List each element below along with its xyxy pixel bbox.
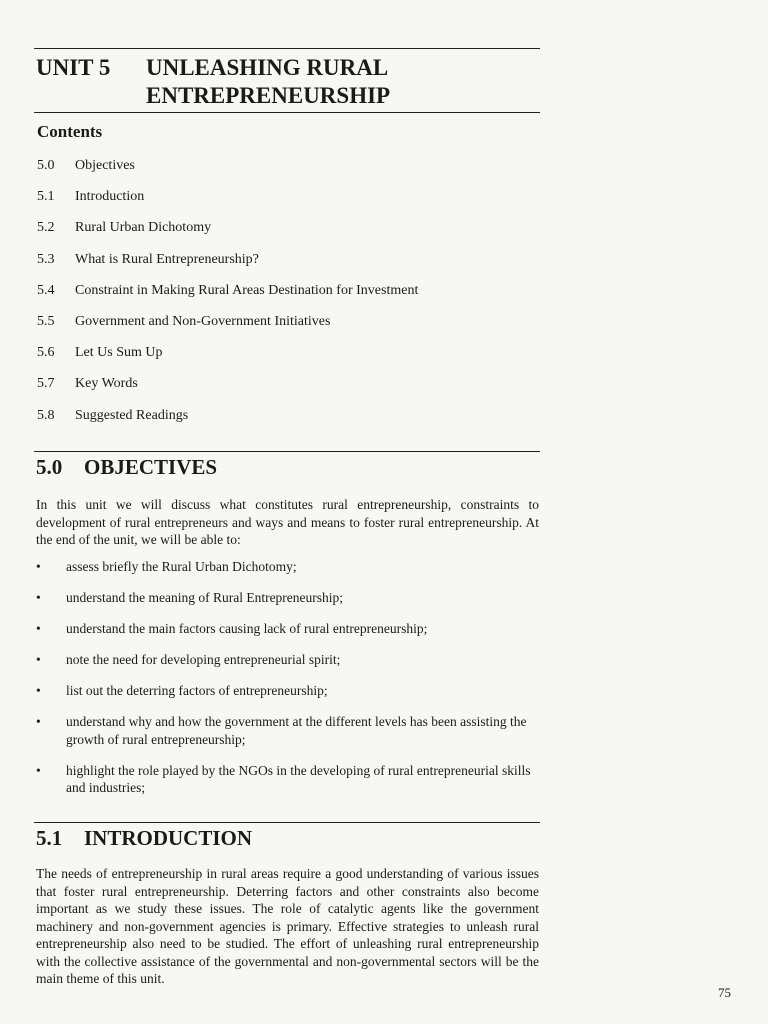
- contents-item: [37, 374, 418, 405]
- objective-item: [36, 762, 539, 797]
- unit-title: UNLEASHING RURAL ENTREPRENEURSHIP: [146, 55, 391, 108]
- objectives-heading: [36, 455, 217, 480]
- contents-item: [37, 218, 418, 249]
- bullet-dot: •: [36, 621, 41, 636]
- contents-item: [37, 406, 418, 437]
- contents-heading: Contents: [37, 122, 103, 141]
- contents-item-number: 5.2: [37, 220, 55, 236]
- objective-text: understand the main factors causing lack of rural entrepreneurship;: [66, 621, 428, 636]
- objective-text: understand why and how the government at the different levels has been assisting the growth of rural entrepreneurship;: [66, 714, 527, 747]
- contents-item-number: 5.6: [37, 345, 55, 361]
- objectives-list: [36, 558, 539, 810]
- contents-item: [37, 343, 418, 374]
- objective-item: [36, 682, 539, 700]
- contents-item-label: Constraint in Making Rural Areas Destination for Investment: [75, 282, 419, 298]
- bullet-dot: •: [36, 652, 41, 667]
- contents-item: [37, 312, 418, 343]
- contents-item-number: 5.0: [37, 158, 55, 173]
- objective-text: understand the meaning of Rural Entrepreneurship;: [66, 590, 344, 605]
- top-rule: [34, 48, 540, 49]
- objective-text: note the need for developing entrepreneurial spirit;: [66, 652, 341, 667]
- title-rule: [34, 112, 540, 113]
- contents-item-number: 5.3: [37, 251, 55, 267]
- contents-item: [37, 281, 418, 312]
- objectives-title: OBJECTIVES: [84, 455, 218, 479]
- introduction-title: INTRODUCTION: [84, 826, 253, 850]
- bullet-dot: •: [36, 762, 41, 778]
- objective-item: [36, 558, 539, 576]
- page-number: 75: [718, 985, 731, 1000]
- objective-item: [36, 651, 539, 669]
- objectives-number: 5.0: [36, 455, 63, 479]
- bullet-dot: •: [36, 683, 41, 698]
- contents-item-number: 5.7: [37, 376, 55, 392]
- unit-number: UNIT 5: [36, 55, 111, 80]
- objective-text: highlight the role played by the NGOs in the developing of rural entrepreneurial skills and industries;: [66, 762, 531, 795]
- contents-item: [37, 250, 418, 281]
- contents-item: [37, 187, 418, 218]
- introduction-rule: [34, 822, 540, 823]
- contents-item-label: Let Us Sum Up: [75, 345, 163, 361]
- contents-item-number: 5.5: [37, 313, 55, 329]
- objective-item: [36, 620, 539, 638]
- objectives-intro: In this unit we will discuss what constitutes rural entrepreneurship, constraints to development of rural entrepreneurs and ways and means to foster rural entrepreneurship. At the end of the unit, we will be able to:: [36, 497, 539, 547]
- contents-item-number: 5.8: [37, 407, 55, 423]
- introduction-number: 5.1: [36, 826, 63, 850]
- contents-item-label: Rural Urban Dichotomy: [75, 220, 212, 236]
- contents-item: [37, 156, 418, 187]
- contents-item-label: Objectives: [75, 158, 135, 173]
- contents-item-label: What is Rural Entrepreneurship?: [75, 251, 259, 267]
- objective-item: [36, 713, 539, 748]
- contents-item-number: 5.1: [37, 189, 55, 205]
- objective-text: assess briefly the Rural Urban Dichotomy;: [66, 559, 297, 574]
- introduction-body: The needs of entrepreneurship in rural areas require a good understanding of various issues that foster rural entrepreneurship. Deterring factors and other constraints also become important as we study these issues. The role of catalytic agents like the government machinery and non-government agencies is primary. Effective strategies to unleash rural entrepreneurship also need to be studied. The effort of unleashing rural entrepreneurship with the collective assistance of the governmental and non-governmental sectors will be the main theme of this unit.: [36, 866, 539, 986]
- contents-item-label: Government and Non-Government Initiatives: [75, 313, 331, 329]
- objective-text: list out the deterring factors of entrepreneurship;: [66, 683, 328, 698]
- bullet-dot: •: [36, 559, 41, 574]
- introduction-heading: [36, 826, 252, 851]
- contents-list: [37, 156, 418, 437]
- bullet-dot: •: [36, 590, 41, 605]
- objectives-rule: [34, 451, 540, 452]
- contents-item-label: Suggested Readings: [75, 407, 189, 423]
- contents-item-number: 5.4: [37, 282, 55, 298]
- bullet-dot: •: [36, 714, 41, 729]
- contents-item-label: Key Words: [75, 376, 138, 392]
- contents-item-label: Introduction: [75, 189, 145, 205]
- objective-item: [36, 589, 539, 607]
